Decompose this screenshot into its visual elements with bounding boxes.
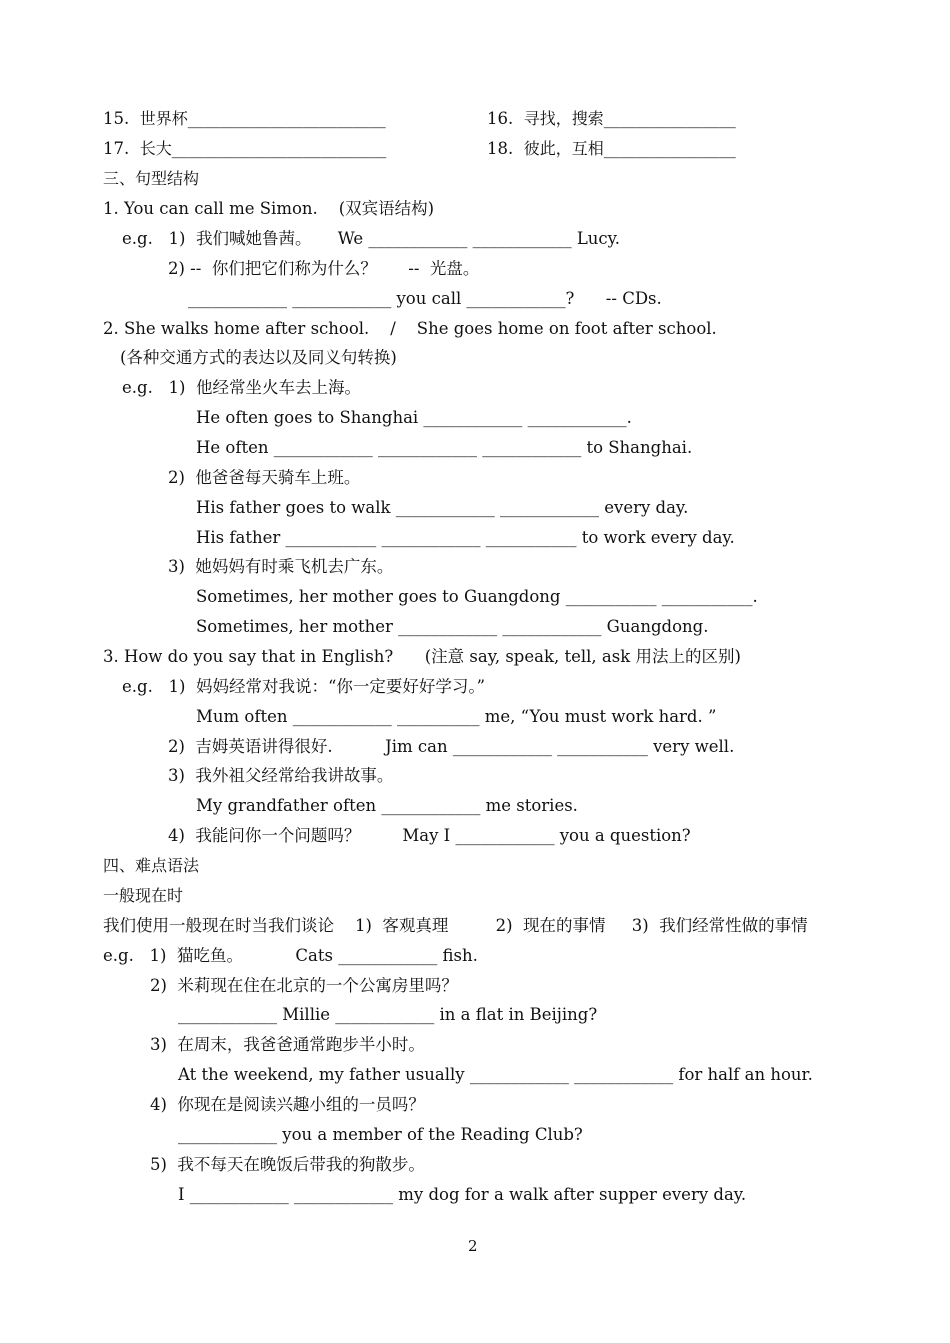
grammar-example-2: 2) 米莉现在住在北京的一个公寓房里吗？	[150, 976, 458, 995]
grammar-example-3-line-a: At the weekend, my father usually ____________ ____________ for half an hour.	[178, 1065, 813, 1084]
page-number: 2	[468, 1237, 478, 1255]
vocab-item-15: 15. 世界杯________________________	[103, 109, 386, 128]
pattern-2-example-2: 2) 他爸爸每天骑车上班。	[168, 468, 361, 487]
pattern-1-example-1: e.g. 1) 我们喊她鲁茜。 We ____________ ____________ Lucy.	[122, 229, 621, 248]
pattern-3-example-1: e.g. 1) 妈妈经常对我说：“你一定要好好学习。”	[122, 677, 486, 696]
pattern-2-example-3: 3) 她妈妈有时乘飞机去广东。	[168, 557, 394, 576]
pattern-1-example-2-answer: ____________ ____________ you call ____________? -- CDs.	[188, 289, 662, 308]
pattern-1-heading: 1. You can call me Simon. (双宾语结构)	[103, 199, 435, 218]
vocab-item-18: 18. 彼此，互相________________	[487, 139, 736, 158]
grammar-intro: 我们使用一般现在时当我们谈论 1) 客观真理 2) 现在的事情 3) 我们经常性做的事情	[103, 916, 808, 935]
grammar-topic-present-simple: 一般现在时	[103, 886, 184, 905]
pattern-2-note: (各种交通方式的表达以及同义句转换)	[120, 348, 397, 367]
grammar-example-5: 5) 我不每天在晚饭后带我的狗散步。	[150, 1155, 425, 1174]
grammar-example-4-line-a: ____________ you a member of the Reading Club?	[178, 1125, 583, 1144]
pattern-2-example-2-line-a: His father goes to walk ____________ ____________ every day.	[196, 498, 689, 517]
pattern-1-example-2-question: 2) -- 你们把它们称为什么？ -- 光盘。	[168, 259, 480, 278]
pattern-2-example-1-line-a: He often goes to Shanghai ____________ ____________.	[196, 408, 632, 427]
pattern-2-example-2-line-b: His father ___________ ____________ ___________ to work every day.	[196, 528, 735, 547]
grammar-example-4: 4) 你现在是阅读兴趣小组的一员吗？	[150, 1095, 425, 1114]
grammar-example-3: 3) 在周末，我爸爸通常跑步半小时。	[150, 1035, 425, 1054]
pattern-3-example-2: 2) 吉姆英语讲得很好. Jim can ____________ ___________ very well.	[168, 737, 735, 756]
pattern-3-example-4: 4) 我能问你一个问题吗？ May I ____________ you a question?	[168, 826, 691, 845]
pattern-2-example-3-line-b: Sometimes, her mother ____________ ____________ Guangdong.	[196, 617, 709, 636]
pattern-2-example-1-line-b: He often ____________ ____________ ____________ to Shanghai.	[196, 438, 693, 457]
pattern-2-example-1: e.g. 1) 他经常坐火车去上海。	[122, 378, 361, 397]
grammar-example-5-line-a: I ____________ ____________ my dog for a walk after supper every day.	[178, 1185, 747, 1204]
pattern-3-example-3-line-a: My grandfather often ____________ me stories.	[196, 796, 578, 815]
pattern-3-heading: 3. How do you say that in English? (注意 say, speak, tell, ask 用法上的区别)	[103, 647, 741, 666]
section-title-grammar: 四、难点语法	[103, 856, 200, 875]
vocab-item-16: 16. 寻找，搜索________________	[487, 109, 736, 128]
vocab-item-17: 17. 长大__________________________	[103, 139, 387, 158]
pattern-2-example-3-line-a: Sometimes, her mother goes to Guangdong ___________ ___________.	[196, 587, 758, 606]
section-title-sentence-patterns: 三、句型结构	[103, 169, 200, 188]
pattern-3-example-3: 3) 我外祖父经常给我讲故事。	[168, 766, 394, 785]
grammar-example-2-line-a: ____________ Millie ____________ in a flat in Beijing?	[178, 1005, 598, 1024]
grammar-example-1: e.g. 1) 猫吃鱼。 Cats ____________ fish.	[103, 946, 478, 965]
pattern-2-heading: 2. She walks home after school. / She goes home on foot after school.	[103, 319, 717, 338]
pattern-3-example-1-line-a: Mum often ____________ __________ me, “You must work hard. ”	[196, 707, 717, 726]
